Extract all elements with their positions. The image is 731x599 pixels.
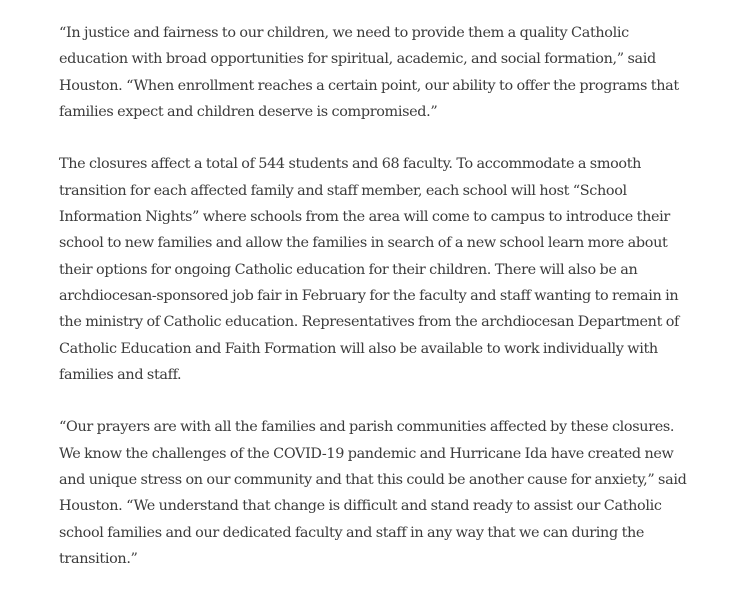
paragraph-quote-prayers: “Our prayers are with all the families and parish communities affected by these closures. We know the challenges of the COVID-19 pandemic and Hurricane Ida have created new and unique stress on our community and that this could be another cause for anxiety,” said Houston. “We understand that change is difficult and stand ready to assist our Catholic school families and our dedicated faculty and staff in any way that we can during the transition.”: [59, 419, 687, 567]
paragraph-quote-justice: “In justice and fairness to our children, we need to provide them a quality Catholic education with broad opportunities for spiritual, academic, and social formation,” said Houston. “When enrollment reaches a certain point, our ability to offer the programs that families expect and children deserve is compromised.”: [59, 25, 679, 120]
article-body: [59, 20, 689, 599]
paragraph-closures: The closures affect a total of 544 students and 68 faculty. To accommodate a smooth transition for each affected family and staff member, each school will host “School Information Nights” where schools from the area will come to campus to introduce their school to new families and allow the families in search of a new school learn more about their options for ongoing Catholic education for their children. There will also be an archdiocesan-sponsored job fair in February for the faculty and staff wanting to remain in the ministry of Catholic education. Representatives from the archdiocesan Department of Catholic Education and Faith Formation will also be available to work individually with families and staff.: [59, 156, 680, 383]
